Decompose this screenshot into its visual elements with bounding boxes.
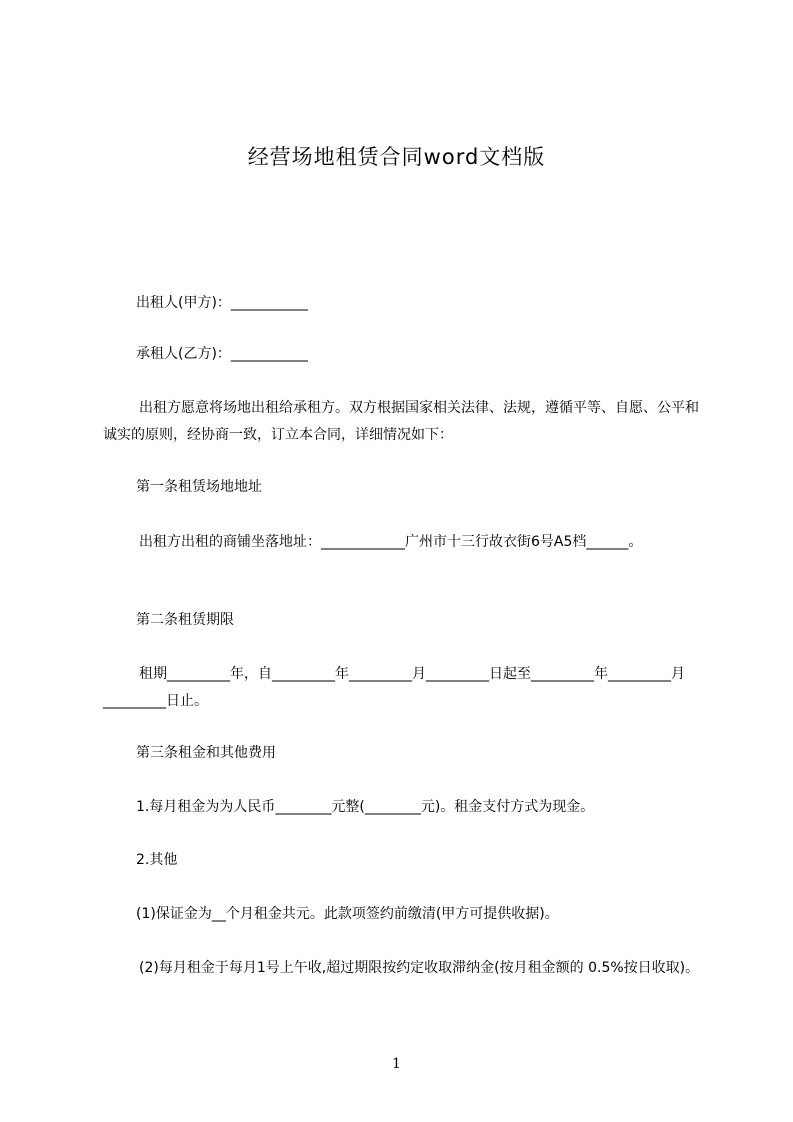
section-heading-1: 第一条租赁场地地址 [136, 479, 262, 495]
paragraph-address: 出租方出租的商铺坐落地址：____________广州市十三行故衣街6号A5档______。 [139, 534, 643, 550]
paragraph-rent: 1.每月租金为为人民币________元整(________元)。租金支付方式为现金。 [136, 799, 595, 815]
paragraph-intro: 出租方愿意将场地出租给承租方。双方根据国家相关法律、法规，遵循平等、自愿、公平和诚实的原则，经协商一致，订立本合同，详细情况如下： [103, 400, 699, 443]
paragraph-other: 2.其他 [136, 852, 178, 868]
document-title: 经营场地租赁合同word文档版 [247, 145, 546, 169]
section-heading-2: 第二条租赁期限 [136, 612, 234, 628]
paragraph-lessee: 承租人(乙方)：___________ [136, 346, 308, 362]
paragraph-term: 租期_________年，自_________年_________月_________日起至_________年_________月_________日止。 [103, 666, 685, 709]
section-heading-3: 第三条租金和其他费用 [136, 745, 276, 761]
paragraph-deposit: (1)保证金为__个月租金共元。此款项签约前缴清(甲方可提供收据)。 [136, 906, 559, 922]
paragraph-payment: (2)每月租金于每月1号上午收,超过期限按约定收取滞纳金(按月租金额的 0.5%按日收取)。 [139, 960, 700, 976]
paragraph-lessor: 出租人(甲方)：___________ [136, 295, 308, 311]
page-number: 1 [392, 1056, 401, 1072]
